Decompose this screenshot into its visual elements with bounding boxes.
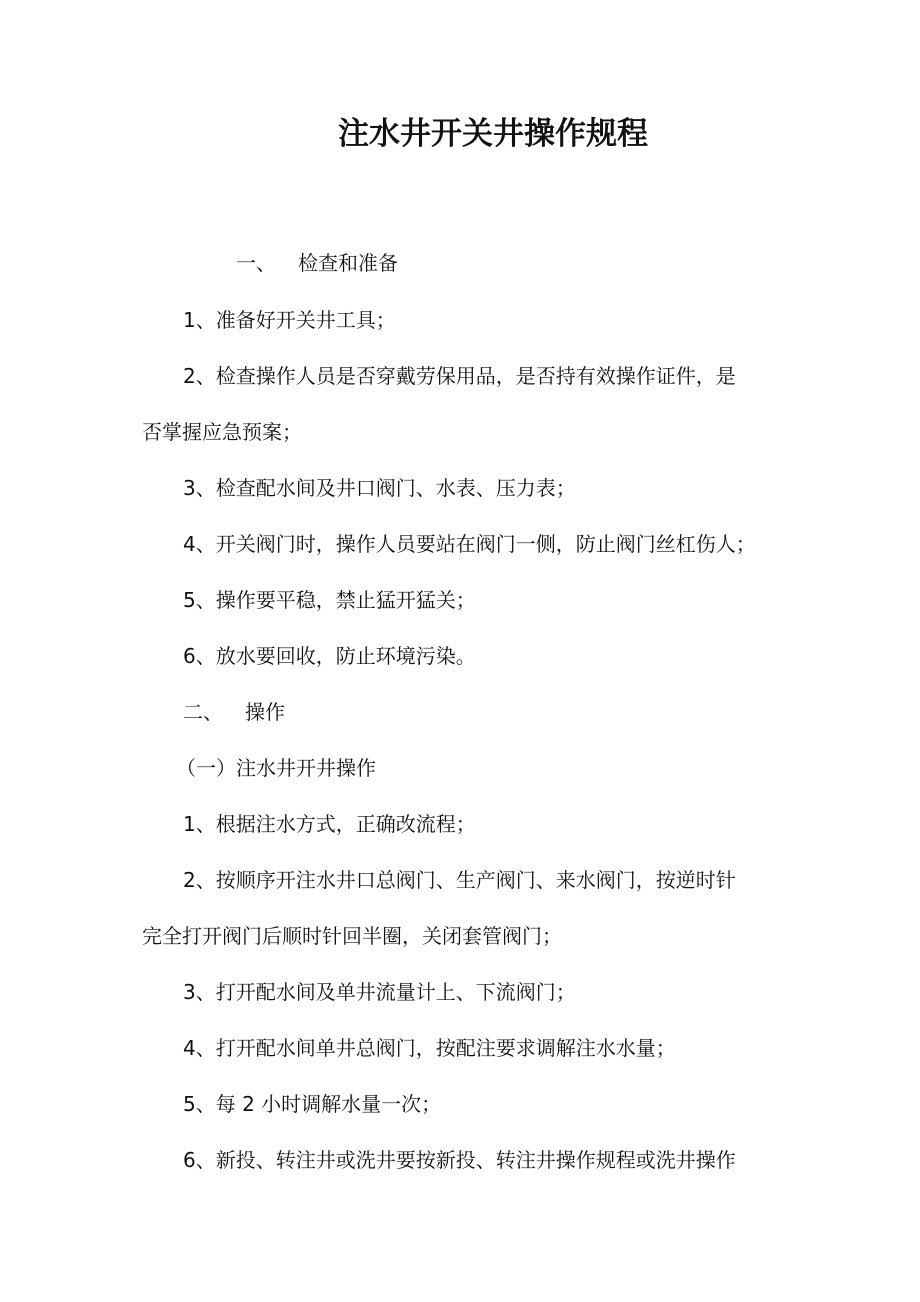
section-1-title: 检查和准备 bbox=[298, 251, 398, 275]
section-2-heading bbox=[183, 697, 285, 727]
document-title: 注水井开关井操作规程 bbox=[338, 116, 648, 152]
section-2-number: 二、 bbox=[183, 700, 223, 724]
section-1-item-2: 2、检查操作人员是否穿戴劳保用品，是否持有效操作证件，是 bbox=[183, 364, 736, 388]
section-1-item-3: 3、检查配水间及井口阀门、水表、压力表； bbox=[183, 476, 576, 500]
section-1-item-6: 6、放水要回收，防止环境污染。 bbox=[183, 644, 476, 668]
section-2-title: 操作 bbox=[245, 700, 285, 724]
section-1-item-4: 4、开关阀门时，操作人员要站在阀门一侧，防止阀门丝杠伤人； bbox=[183, 532, 756, 556]
section-2-item-2: 2、按顺序开注水井口总阀门、生产阀门、来水阀门，按逆时针 bbox=[183, 868, 736, 892]
section-2-item-2-continued: 完全打开阀门后顺时针回半圈，关闭套管阀门； bbox=[142, 924, 562, 948]
subsection-title: （一）注水井开井操作 bbox=[176, 756, 376, 780]
section-2-item-4: 4、打开配水间单井总阀门，按配注要求调解注水水量； bbox=[183, 1036, 676, 1060]
section-1-heading bbox=[236, 248, 398, 278]
section-2-item-5: 5、每 2 小时调解水量一次； bbox=[183, 1092, 442, 1116]
section-2-item-3: 3、打开配水间及单井流量计上、下流阀门； bbox=[183, 980, 576, 1004]
section-1-item-1: 1、准备好开关井工具； bbox=[183, 308, 396, 332]
section-1-number: 一、 bbox=[236, 251, 276, 275]
section-1-item-2-continued: 否掌握应急预案； bbox=[142, 420, 302, 444]
section-2-item-1: 1、根据注水方式，正确改流程； bbox=[183, 812, 476, 836]
section-1-item-5: 5、操作要平稳，禁止猛开猛关； bbox=[183, 588, 476, 612]
section-2-item-6: 6、新投、转注井或洗井要按新投、转注井操作规程或洗井操作 bbox=[183, 1148, 736, 1172]
